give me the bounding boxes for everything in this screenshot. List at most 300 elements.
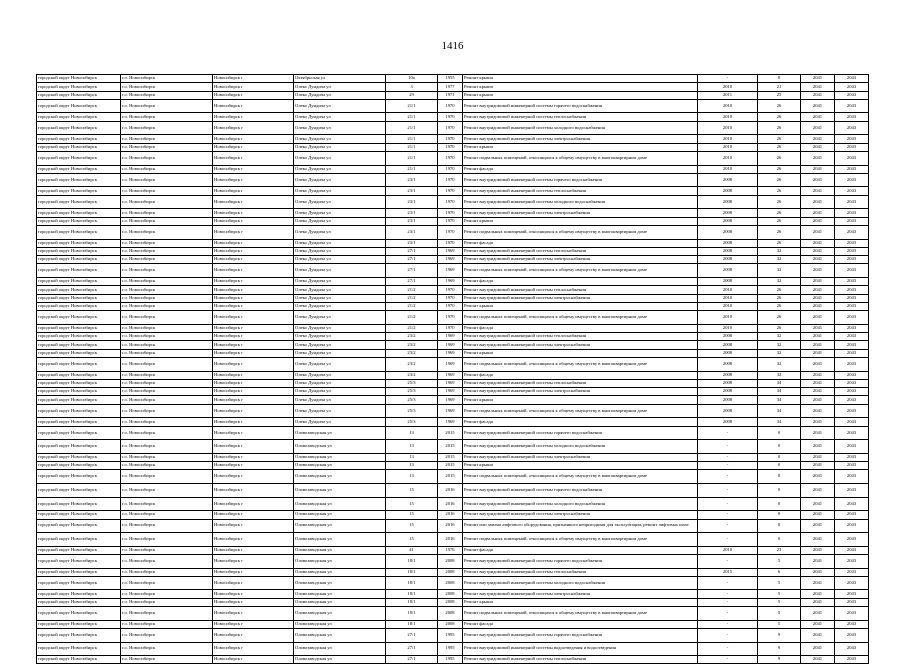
start-year-cell: 2041 xyxy=(801,225,835,239)
work-type-cell: Ремонт внутридомовой инженерной системы электроснабжения xyxy=(463,453,698,461)
start-year-cell: 2041 xyxy=(801,568,835,576)
build-year-cell: 2008 xyxy=(438,576,463,590)
work-type-cell: Ремонт подвальных помещений, относящихся к общему имуществу в многоквартирном доме xyxy=(463,357,698,371)
start-year-cell: 2041 xyxy=(801,333,835,341)
district-cell: г.о. Новосибирск xyxy=(121,379,213,387)
start-year-cell: 2041 xyxy=(801,278,835,286)
work-type-cell: Ремонт подвальных помещений, относящихся к общему имуществу в многоквартирном доме xyxy=(463,151,698,165)
build-year-cell: 1969 xyxy=(438,418,463,426)
table-row xyxy=(37,173,869,187)
municipality-cell: городской округ Новосибирск xyxy=(37,470,121,484)
house-number-cell: 25/3 xyxy=(386,396,438,404)
house-number-cell: 15 xyxy=(386,511,438,519)
build-year-cell: 1995 xyxy=(438,628,463,642)
house-number-cell: 18/1 xyxy=(386,598,438,606)
locality-cell: Новосибирск г xyxy=(213,121,294,135)
end-year-cell: 2043 xyxy=(835,497,869,511)
district-cell: г.о. Новосибирск xyxy=(121,239,213,247)
wear-cell: 5 xyxy=(758,590,801,598)
house-number-cell: 23/1 xyxy=(386,173,438,187)
last-repair-year-cell: - xyxy=(698,555,758,569)
district-cell: г.о. Новосибирск xyxy=(121,349,213,357)
end-year-cell: 2043 xyxy=(835,121,869,135)
end-year-cell: 2043 xyxy=(835,247,869,255)
district-cell: г.о. Новосибирск xyxy=(121,173,213,187)
build-year-cell: 2016 xyxy=(438,511,463,519)
locality-cell: Новосибирск г xyxy=(213,99,294,113)
wear-cell: 0 xyxy=(758,533,801,547)
wear-cell: 32 xyxy=(758,256,801,264)
last-repair-year-cell: 2008 xyxy=(698,278,758,286)
end-year-cell: 2043 xyxy=(835,396,869,404)
municipality-cell: городской округ Новосибирск xyxy=(37,546,121,554)
street-cell: Оловозаводская ул xyxy=(294,484,386,498)
last-repair-year-cell: 2010 xyxy=(698,83,758,91)
start-year-cell: 2041 xyxy=(801,590,835,598)
work-type-cell: Ремонт подвальных помещений, относящихся к общему имуществу в многоквартирном доме xyxy=(463,533,698,547)
house-number-cell: 27/1 xyxy=(386,278,438,286)
street-cell: Оловозаводская ул xyxy=(294,519,386,533)
locality-cell: Новосибирск г xyxy=(213,598,294,606)
last-repair-year-cell: 2008 xyxy=(698,239,758,247)
last-repair-year-cell: 2008 xyxy=(698,187,758,195)
last-repair-year-cell: - xyxy=(698,75,758,83)
street-cell: Оловозаводская ул xyxy=(294,598,386,606)
municipality-cell: городской округ Новосибирск xyxy=(37,294,121,302)
build-year-cell: 2016 xyxy=(438,484,463,498)
end-year-cell: 2043 xyxy=(835,135,869,143)
house-number-cell: 23/1 xyxy=(386,225,438,239)
start-year-cell: 2041 xyxy=(801,302,835,310)
municipality-cell: городской округ Новосибирск xyxy=(37,620,121,628)
municipality-cell: городской округ Новосибирск xyxy=(37,195,121,209)
work-type-cell: Ремонт подвальных помещений, относящихся к общему имуществу в многоквартирном доме xyxy=(463,225,698,239)
house-number-cell: 10а xyxy=(386,75,438,83)
wear-cell: 26 xyxy=(758,151,801,165)
work-type-cell: Ремонт крыши xyxy=(463,75,698,83)
build-year-cell: 1970 xyxy=(438,187,463,195)
work-type-cell: Ремонт внутридомовой инженерной системы электроснабжения xyxy=(463,341,698,349)
street-cell: Олеко Дундича ул xyxy=(294,83,386,91)
municipality-cell: городской округ Новосибирск xyxy=(37,278,121,286)
last-repair-year-cell: 2010 xyxy=(698,121,758,135)
last-repair-year-cell: 2008 xyxy=(698,195,758,209)
street-cell: Олеко Дундича ул xyxy=(294,341,386,349)
district-cell: г.о. Новосибирск xyxy=(121,333,213,341)
wear-cell: 26 xyxy=(758,143,801,151)
wear-cell: 5 xyxy=(758,598,801,606)
street-cell: Олеко Дундича ул xyxy=(294,121,386,135)
last-repair-year-cell: 2010 xyxy=(698,165,758,173)
street-cell: Олеко Дундича ул xyxy=(294,247,386,255)
work-type-cell: Ремонт подвальных помещений, относящихся к общему имуществу в многоквартирном доме xyxy=(463,470,698,484)
district-cell: г.о. Новосибирск xyxy=(121,642,213,656)
district-cell: г.о. Новосибирск xyxy=(121,357,213,371)
locality-cell: Новосибирск г xyxy=(213,173,294,187)
locality-cell: Новосибирск г xyxy=(213,113,294,121)
wear-cell: 32 xyxy=(758,278,801,286)
table-row xyxy=(37,388,869,396)
last-repair-year-cell: 2008 xyxy=(698,333,758,341)
table-row xyxy=(37,453,869,461)
house-number-cell: 13 xyxy=(386,440,438,454)
street-cell: Олеко Дундича ул xyxy=(294,371,386,379)
house-number-cell: 23/2 xyxy=(386,333,438,341)
table-row xyxy=(37,511,869,519)
municipality-cell: городской округ Новосибирск xyxy=(37,388,121,396)
house-number-cell: 27/1 xyxy=(386,642,438,656)
start-year-cell: 2041 xyxy=(801,135,835,143)
street-cell: Оловозаводская ул xyxy=(294,462,386,470)
locality-cell: Новосибирск г xyxy=(213,151,294,165)
end-year-cell: 2043 xyxy=(835,404,869,418)
table-row xyxy=(37,247,869,255)
table-row xyxy=(37,357,869,371)
street-cell: Олеко Дундича ул xyxy=(294,294,386,302)
build-year-cell: 1969 xyxy=(438,371,463,379)
end-year-cell: 2043 xyxy=(835,511,869,519)
build-year-cell: 1969 xyxy=(438,256,463,264)
district-cell: г.о. Новосибирск xyxy=(121,511,213,519)
work-type-cell: Ремонт внутридомовой инженерной системы теплоснабжения xyxy=(463,379,698,387)
last-repair-year-cell: - xyxy=(698,533,758,547)
last-repair-year-cell: 2008 xyxy=(698,256,758,264)
street-cell: Оловозаводская ул xyxy=(294,555,386,569)
locality-cell: Новосибирск г xyxy=(213,302,294,310)
street-cell: Оловозаводская ул xyxy=(294,533,386,547)
start-year-cell: 2041 xyxy=(801,165,835,173)
house-number-cell: 27/1 xyxy=(386,656,438,664)
wear-cell: 5 xyxy=(758,620,801,628)
locality-cell: Новосибирск г xyxy=(213,324,294,332)
table-row xyxy=(37,135,869,143)
locality-cell: Новосибирск г xyxy=(213,511,294,519)
municipality-cell: городской округ Новосибирск xyxy=(37,642,121,656)
table-row xyxy=(37,217,869,225)
locality-cell: Новосибирск г xyxy=(213,418,294,426)
table-row xyxy=(37,349,869,357)
table-row xyxy=(37,440,869,454)
table-row xyxy=(37,99,869,113)
district-cell: г.о. Новосибирск xyxy=(121,294,213,302)
build-year-cell: 1969 xyxy=(438,388,463,396)
house-number-cell: 21/1 xyxy=(386,135,438,143)
table-row xyxy=(37,533,869,547)
table-row xyxy=(37,294,869,302)
last-repair-year-cell: 2010 xyxy=(698,113,758,121)
wear-cell: 26 xyxy=(758,113,801,121)
end-year-cell: 2043 xyxy=(835,379,869,387)
district-cell: г.о. Новосибирск xyxy=(121,519,213,533)
start-year-cell: 2041 xyxy=(801,113,835,121)
street-cell: Олеко Дундича ул xyxy=(294,357,386,371)
locality-cell: Новосибирск г xyxy=(213,628,294,642)
end-year-cell: 2043 xyxy=(835,91,869,99)
municipality-cell: городской округ Новосибирск xyxy=(37,302,121,310)
last-repair-year-cell: 2008 xyxy=(698,418,758,426)
locality-cell: Новосибирск г xyxy=(213,453,294,461)
street-cell: Олеко Дундича ул xyxy=(294,379,386,387)
last-repair-year-cell: 2008 xyxy=(698,371,758,379)
build-year-cell: 2015 xyxy=(438,426,463,440)
build-year-cell: 1970 xyxy=(438,195,463,209)
build-year-cell: 1970 xyxy=(438,302,463,310)
locality-cell: Новосибирск г xyxy=(213,470,294,484)
build-year-cell: 1970 xyxy=(438,135,463,143)
work-type-cell: Ремонт крыши xyxy=(463,91,698,99)
district-cell: г.о. Новосибирск xyxy=(121,656,213,664)
locality-cell: Новосибирск г xyxy=(213,576,294,590)
start-year-cell: 2041 xyxy=(801,341,835,349)
last-repair-year-cell: - xyxy=(698,607,758,621)
start-year-cell: 2041 xyxy=(801,239,835,247)
street-cell: Олеко Дундича ул xyxy=(294,165,386,173)
build-year-cell: 1969 xyxy=(438,357,463,371)
end-year-cell: 2043 xyxy=(835,311,869,325)
district-cell: г.о. Новосибирск xyxy=(121,264,213,278)
last-repair-year-cell: 2008 xyxy=(698,247,758,255)
table-row xyxy=(37,396,869,404)
wear-cell: 6 xyxy=(758,568,801,576)
district-cell: г.о. Новосибирск xyxy=(121,418,213,426)
municipality-cell: городской округ Новосибирск xyxy=(37,341,121,349)
start-year-cell: 2041 xyxy=(801,121,835,135)
work-type-cell: Ремонт крыши xyxy=(463,598,698,606)
wear-cell: 0 xyxy=(758,497,801,511)
locality-cell: Новосибирск г xyxy=(213,91,294,99)
district-cell: г.о. Новосибирск xyxy=(121,91,213,99)
district-cell: г.о. Новосибирск xyxy=(121,256,213,264)
house-number-cell: 21/2 xyxy=(386,286,438,294)
district-cell: г.о. Новосибирск xyxy=(121,99,213,113)
build-year-cell: 1995 xyxy=(438,642,463,656)
work-type-cell: Ремонт внутридомовой инженерной системы теплоснабжения xyxy=(463,286,698,294)
house-number-cell: 21/2 xyxy=(386,302,438,310)
last-repair-year-cell: 2010 xyxy=(698,302,758,310)
work-type-cell: Ремонт внутридомовой инженерной системы электроснабжения xyxy=(463,294,698,302)
house-number-cell: 21/1 xyxy=(386,151,438,165)
table-row xyxy=(37,341,869,349)
work-type-cell: Ремонт фасада xyxy=(463,239,698,247)
locality-cell: Новосибирск г xyxy=(213,620,294,628)
end-year-cell: 2043 xyxy=(835,418,869,426)
work-type-cell: Ремонт крыши xyxy=(463,396,698,404)
work-type-cell: Ремонт внутридомовой инженерной системы электроснабжения xyxy=(463,388,698,396)
house-number-cell: 41 xyxy=(386,546,438,554)
locality-cell: Новосибирск г xyxy=(213,349,294,357)
locality-cell: Новосибирск г xyxy=(213,484,294,498)
end-year-cell: 2043 xyxy=(835,225,869,239)
street-cell: Олеко Дундича ул xyxy=(294,173,386,187)
start-year-cell: 2041 xyxy=(801,470,835,484)
street-cell: Олеко Дундича ул xyxy=(294,91,386,99)
municipality-cell: городской округ Новосибирск xyxy=(37,404,121,418)
municipality-cell: городской округ Новосибирск xyxy=(37,357,121,371)
street-cell: Олеко Дундича ул xyxy=(294,99,386,113)
house-number-cell: 23/1 xyxy=(386,195,438,209)
locality-cell: Новосибирск г xyxy=(213,568,294,576)
street-cell: Олеко Дундича ул xyxy=(294,311,386,325)
street-cell: Олеко Дундича ул xyxy=(294,151,386,165)
table-row xyxy=(37,264,869,278)
wear-cell: 26 xyxy=(758,324,801,332)
work-type-cell: Ремонт внутридомовой инженерной системы теплоснабжения xyxy=(463,656,698,664)
last-repair-year-cell: 2008 xyxy=(698,173,758,187)
start-year-cell: 2041 xyxy=(801,91,835,99)
district-cell: г.о. Новосибирск xyxy=(121,278,213,286)
work-type-cell: Ремонт внутридомовой инженерной системы холодного водоснабжения xyxy=(463,121,698,135)
last-repair-year-cell: 2010 xyxy=(698,286,758,294)
start-year-cell: 2041 xyxy=(801,555,835,569)
municipality-cell: городской округ Новосибирск xyxy=(37,497,121,511)
start-year-cell: 2041 xyxy=(801,607,835,621)
build-year-cell: 1970 xyxy=(438,151,463,165)
last-repair-year-cell: 2010 xyxy=(698,546,758,554)
end-year-cell: 2043 xyxy=(835,568,869,576)
wear-cell: 0 xyxy=(758,426,801,440)
district-cell: г.о. Новосибирск xyxy=(121,388,213,396)
end-year-cell: 2043 xyxy=(835,151,869,165)
end-year-cell: 2043 xyxy=(835,598,869,606)
district-cell: г.о. Новосибирск xyxy=(121,311,213,325)
municipality-cell: городской округ Новосибирск xyxy=(37,247,121,255)
street-cell: Оловозаводская ул xyxy=(294,440,386,454)
table-row xyxy=(37,470,869,484)
municipality-cell: городской округ Новосибирск xyxy=(37,607,121,621)
district-cell: г.о. Новосибирск xyxy=(121,324,213,332)
district-cell: г.о. Новосибирск xyxy=(121,165,213,173)
locality-cell: Новосибирск г xyxy=(213,396,294,404)
work-type-cell: Ремонт фасада xyxy=(463,165,698,173)
build-year-cell: 2008 xyxy=(438,590,463,598)
start-year-cell: 2041 xyxy=(801,379,835,387)
work-type-cell: Ремонт внутридомовой инженерной системы холодного водоснабжения xyxy=(463,576,698,590)
build-year-cell: 1970 xyxy=(438,165,463,173)
end-year-cell: 2043 xyxy=(835,143,869,151)
district-cell: г.о. Новосибирск xyxy=(121,546,213,554)
last-repair-year-cell: - xyxy=(698,519,758,533)
street-cell: Олеко Дундича ул xyxy=(294,404,386,418)
start-year-cell: 2041 xyxy=(801,371,835,379)
municipality-cell: городской округ Новосибирск xyxy=(37,83,121,91)
municipality-cell: городской округ Новосибирск xyxy=(37,264,121,278)
table-row xyxy=(37,568,869,576)
locality-cell: Новосибирск г xyxy=(213,311,294,325)
table-row xyxy=(37,151,869,165)
end-year-cell: 2043 xyxy=(835,333,869,341)
municipality-cell: городской округ Новосибирск xyxy=(37,426,121,440)
wear-cell: 32 xyxy=(758,333,801,341)
locality-cell: Новосибирск г xyxy=(213,83,294,91)
municipality-cell: городской округ Новосибирск xyxy=(37,121,121,135)
last-repair-year-cell: 2008 xyxy=(698,388,758,396)
district-cell: г.о. Новосибирск xyxy=(121,484,213,498)
table-row xyxy=(37,404,869,418)
district-cell: г.о. Новосибирск xyxy=(121,555,213,569)
start-year-cell: 2041 xyxy=(801,533,835,547)
house-number-cell: 13 xyxy=(386,453,438,461)
last-repair-year-cell: 2008 xyxy=(698,209,758,217)
last-repair-year-cell: 2008 xyxy=(698,404,758,418)
build-year-cell: 1970 xyxy=(438,311,463,325)
district-cell: г.о. Новосибирск xyxy=(121,440,213,454)
municipality-cell: городской округ Новосибирск xyxy=(37,379,121,387)
end-year-cell: 2043 xyxy=(835,607,869,621)
district-cell: г.о. Новосибирск xyxy=(121,341,213,349)
start-year-cell: 2041 xyxy=(801,99,835,113)
end-year-cell: 2043 xyxy=(835,555,869,569)
district-cell: г.о. Новосибирск xyxy=(121,371,213,379)
work-type-cell: Ремонт фасада xyxy=(463,324,698,332)
house-number-cell: 21/2 xyxy=(386,294,438,302)
municipality-cell: городской округ Новосибирск xyxy=(37,135,121,143)
municipality-cell: городской округ Новосибирск xyxy=(37,91,121,99)
district-cell: г.о. Новосибирск xyxy=(121,75,213,83)
street-cell: Октябрьская ул xyxy=(294,75,386,83)
table-row xyxy=(37,576,869,590)
wear-cell: 0 xyxy=(758,519,801,533)
last-repair-year-cell: 2008 xyxy=(698,396,758,404)
street-cell: Олеко Дундича ул xyxy=(294,388,386,396)
last-repair-year-cell: - xyxy=(698,511,758,519)
work-type-cell: Ремонт фасада xyxy=(463,620,698,628)
street-cell: Олеко Дундича ул xyxy=(294,217,386,225)
work-type-cell: Ремонт внутридомовой инженерной системы теплоснабжения xyxy=(463,568,698,576)
table-row xyxy=(37,278,869,286)
work-type-cell: Ремонт подвальных помещений, относящихся к общему имуществу в многоквартирном доме xyxy=(463,404,698,418)
locality-cell: Новосибирск г xyxy=(213,278,294,286)
wear-cell: 32 xyxy=(758,357,801,371)
house-number-cell: 18/1 xyxy=(386,590,438,598)
house-number-cell: 23/2 xyxy=(386,371,438,379)
wear-cell: 32 xyxy=(758,341,801,349)
last-repair-year-cell: 2010 xyxy=(698,151,758,165)
last-repair-year-cell: 2008 xyxy=(698,264,758,278)
start-year-cell: 2041 xyxy=(801,195,835,209)
start-year-cell: 2041 xyxy=(801,453,835,461)
wear-cell: 23 xyxy=(758,546,801,554)
municipality-cell: городской округ Новосибирск xyxy=(37,217,121,225)
wear-cell: 26 xyxy=(758,239,801,247)
locality-cell: Новосибирск г xyxy=(213,165,294,173)
build-year-cell: 2016 xyxy=(438,533,463,547)
district-cell: г.о. Новосибирск xyxy=(121,453,213,461)
house-number-cell: 23/2 xyxy=(386,357,438,371)
district-cell: г.о. Новосибирск xyxy=(121,217,213,225)
last-repair-year-cell: - xyxy=(698,426,758,440)
work-type-cell: Ремонт крыши xyxy=(463,83,698,91)
street-cell: Оловозаводская ул xyxy=(294,426,386,440)
wear-cell: 32 xyxy=(758,247,801,255)
last-repair-year-cell: - xyxy=(698,628,758,642)
wear-cell: 26 xyxy=(758,294,801,302)
build-year-cell: 2008 xyxy=(438,607,463,621)
wear-cell: 0 xyxy=(758,440,801,454)
street-cell: Оловозаводская ул xyxy=(294,620,386,628)
street-cell: Олеко Дундича ул xyxy=(294,349,386,357)
wear-cell: 25 xyxy=(758,91,801,99)
last-repair-year-cell: 2008 xyxy=(698,357,758,371)
wear-cell: 0 xyxy=(758,470,801,484)
table-row xyxy=(37,143,869,151)
locality-cell: Новосибирск г xyxy=(213,440,294,454)
table-row xyxy=(37,497,869,511)
locality-cell: Новосибирск г xyxy=(213,341,294,349)
wear-cell: 26 xyxy=(758,187,801,195)
house-number-cell: 15 xyxy=(386,484,438,498)
start-year-cell: 2041 xyxy=(801,187,835,195)
start-year-cell: 2041 xyxy=(801,546,835,554)
